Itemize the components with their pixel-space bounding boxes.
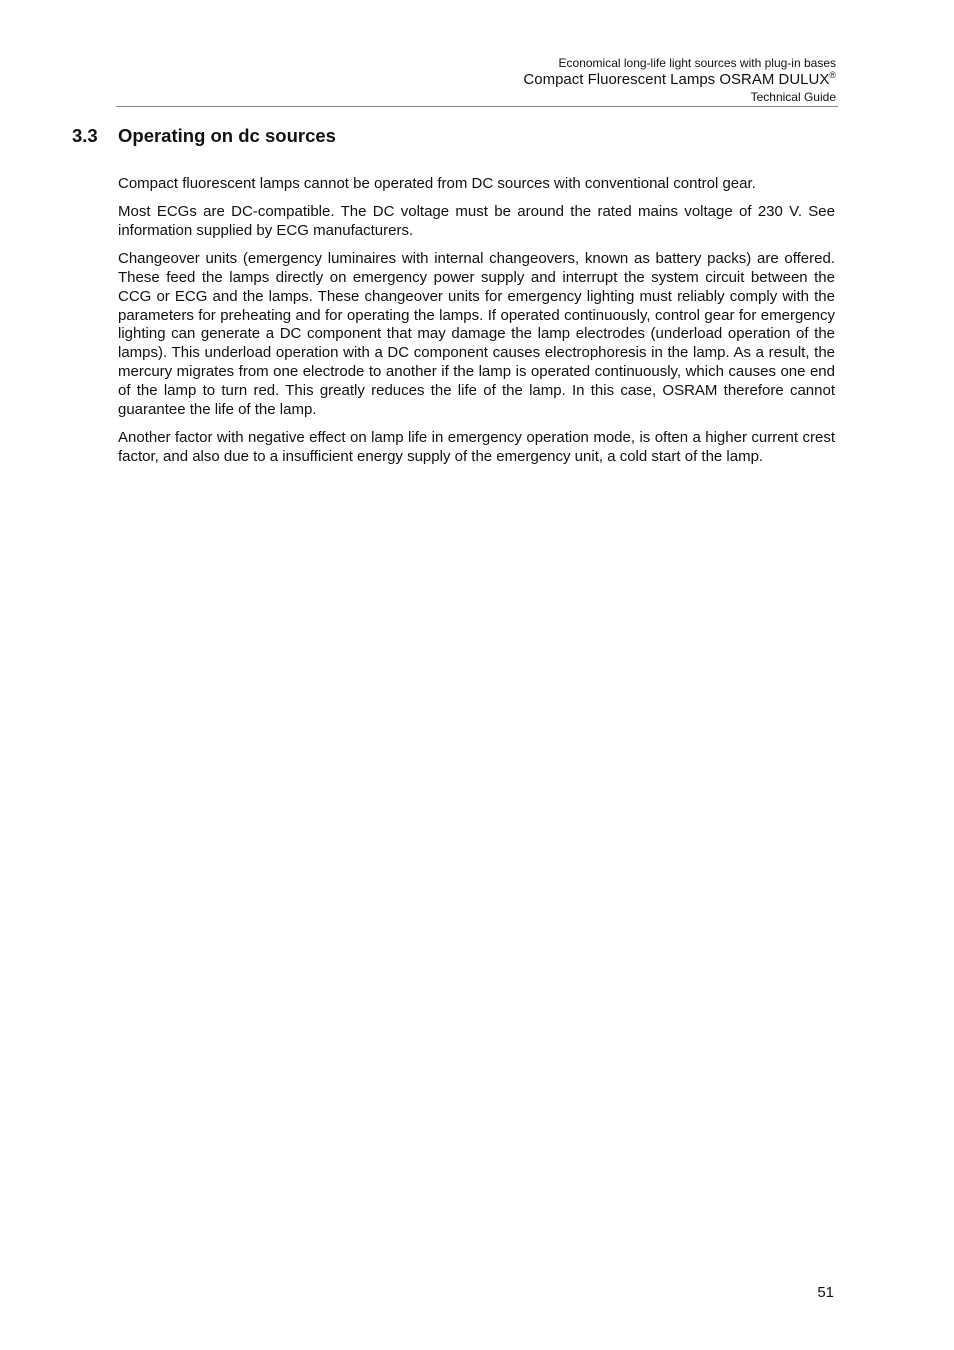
section-heading [72, 124, 336, 148]
running-header [116, 55, 836, 106]
paragraph: Changeover units (emergency luminaires with internal changeovers, known as battery packs) are offered. These feed the lamps directly on emergency power supply and interrupt the system circuit between the CCG or ECG and the lamps. These changeover units for emergency lighting must reliably comply with the parameters for preheating and for operating the lamps. If operated continuously, control gear for emergency lighting can generate a DC component that may damage the lamp electrodes (underload operation of the lamps). This underload operation with a DC component causes electrophoresis in the lamp. As a result, the mercury migrates from one electrode to another if the lamp is operated continuously, which causes one end of the lamp to turn red. This greatly reduces the life of the lamp. In this case, OSRAM therefore cannot guarantee the life of the lamp. [118, 250, 835, 418]
body-text [118, 175, 835, 476]
header-series-title: Economical long-life light sources with plug-in bases [558, 56, 836, 70]
section-number: 3.3 [72, 125, 98, 146]
header-document-title [116, 71, 836, 89]
registered-trademark-mark: ® [829, 70, 836, 80]
section-title: Operating on dc sources [118, 125, 336, 146]
paragraph: Another factor with negative effect on lamp life in emergency operation mode, is often a higher current crest factor, and also due to a insufficient energy supply of the emergency unit, a cold start of the lamp. [118, 428, 835, 465]
header-document-type: Technical Guide [750, 90, 836, 104]
page-number: 51 [817, 1284, 834, 1301]
header-document-title-text: Compact Fluorescent Lamps OSRAM DULUX [523, 71, 830, 88]
paragraph: Most ECGs are DC-compatible. The DC voltage must be around the rated mains voltage of 230 V. See information supplied by ECG manufacturers. [118, 203, 835, 239]
header-divider [116, 106, 838, 107]
paragraph: Compact fluorescent lamps cannot be operated from DC sources with conventional control gear. [118, 175, 756, 192]
